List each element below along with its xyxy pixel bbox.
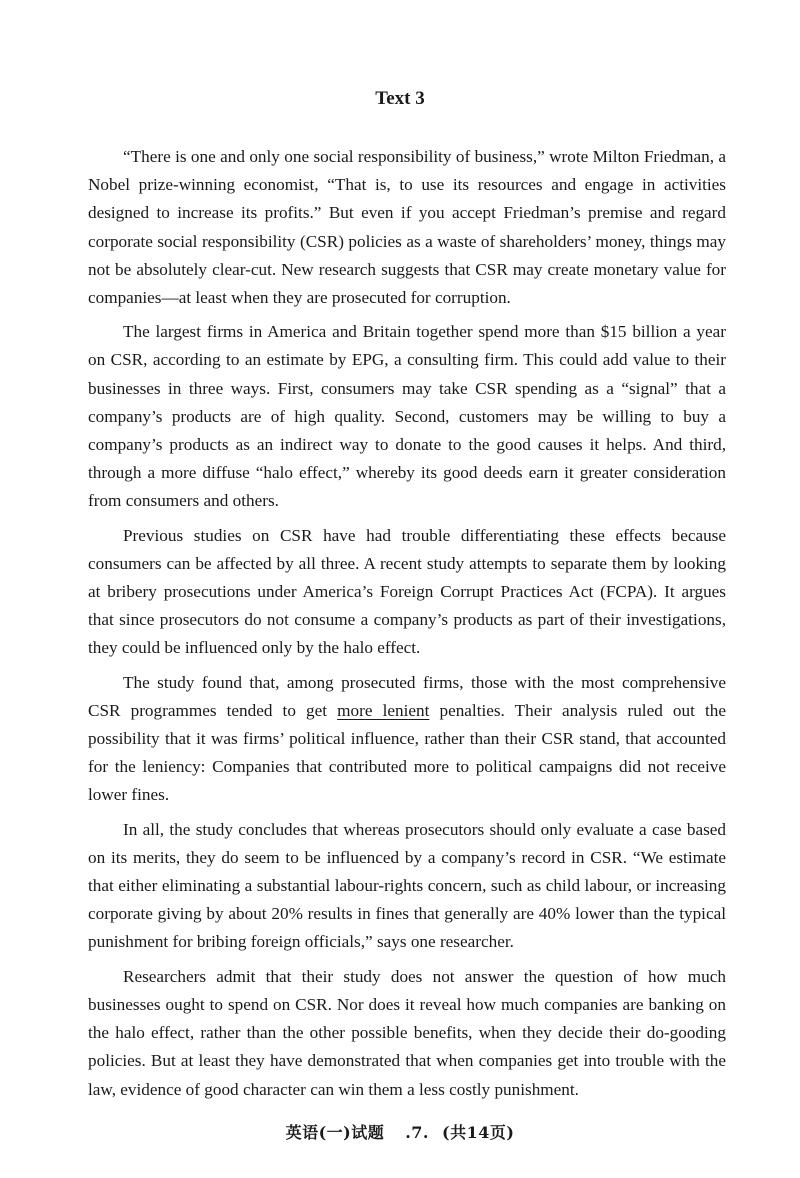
footer-page-number: .7. xyxy=(405,1123,429,1142)
paragraph-6 xyxy=(88,963,726,1104)
paragraph-text: In all, the study concludes that whereas prosecutors should only evaluate a case based on its merits, they do seem to be influenced by a company’s record in CSR. “We estimate that either eliminating a substantial labour-rights concern, such as child labour, or increasing corporate giving by about 20% results in fines that generally are 40% lower than the typical punishment for bribing foreign officials,” says one researcher. xyxy=(88,819,726,952)
paragraph-text: The largest firms in America and Britain together spend more than $15 billion a year on CSR, according to an estimate by EPG, a consulting firm. This could add value to their businesses in three ways. First, consumers may take CSR spending as a “signal” that a company’s products are of high quality. Second, customers may be willing to buy a company’s products as an indirect way to donate to the good causes it helps. And third, through a more diffuse “halo effect,” whereby its good deeds earn it greater consideration from consumers and others. xyxy=(88,322,726,511)
paragraph-5 xyxy=(88,816,726,957)
underlined-phrase: more lenient xyxy=(337,700,430,720)
paragraph-text: penalties. Their analysis ruled out the possibility that it was firms’ political influence, rather than their CSR stand, that accounted for the leniency: Companies that contributed more to political campaigns did not receive lower fines. xyxy=(88,700,726,805)
paragraph-text: Previous studies on CSR have had trouble differentiating these effects because consumers can be affected by all three. A recent study attempts to separate them by looking at bribery prosecutions under America’s Foreign Corrupt Practices Act (FCPA). It argues that since prosecutors do not consume a company’s products as part of their investigations, they could be influenced only by the halo effect. xyxy=(88,525,726,658)
footer-total-pages: (共14页) xyxy=(442,1123,515,1142)
paragraph-text: “There is one and only one social responsibility of business,” wrote Milton Friedman, a Nobel prize-winning economist, “That is, to use its resources and engage in activities designed to increase its profits.” But even if you accept Friedman’s premise and regard corporate social responsibility (CSR) policies as a waste of shareholders’ money, things may not be absolutely clear-cut. New research suggests that CSR may create monetary value for companies—at least when they are prosecuted for corruption. xyxy=(88,147,726,308)
paragraph-4 xyxy=(88,669,726,810)
paragraph-3 xyxy=(88,522,726,663)
paragraph-1 xyxy=(88,143,726,312)
page-footer xyxy=(0,1122,800,1145)
passage-title: Text 3 xyxy=(375,88,425,109)
paragraph-text: Researchers admit that their study does not answer the question of how much businesses ought to spend on CSR. Nor does it reveal how much companies are banking on the halo effect, rather than the other possible benefits, when they decide their do-gooding policies. But at least they have demonstrated that when companies get into trouble with the law, evidence of good character can win them a less costly punishment. xyxy=(88,966,726,1099)
passage-body xyxy=(88,143,726,1104)
paragraph-2 xyxy=(88,318,726,515)
footer-label: 英语(一)试题 xyxy=(285,1123,385,1142)
paragraph-text: The study found that, among prosecuted firms, those with the most comprehensive CSR programmes tended to get xyxy=(88,672,726,720)
